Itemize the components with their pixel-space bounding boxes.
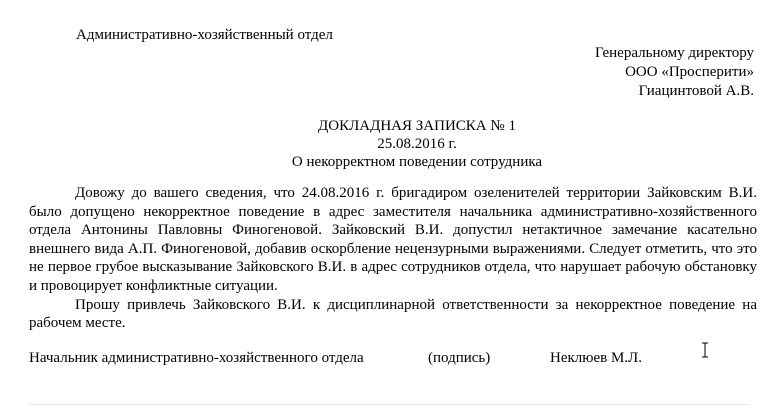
addressee-name: Гиацинтовой А.В. xyxy=(638,83,754,99)
document-date: 25.08.2016 г. xyxy=(377,136,457,152)
title-block xyxy=(0,117,779,171)
addressee-company: ООО «Просперити» xyxy=(625,64,754,80)
document-title: ДОКЛАДНАЯ ЗАПИСКА № 1 xyxy=(318,118,516,134)
department-name: Административно-хозяйственный отдел xyxy=(76,27,333,43)
text-cursor-icon xyxy=(701,342,709,358)
body-paragraph-2: Прошу привлечь Зайковского В.И. к дисциплинарной ответственности за некорректное поведение на рабочем месте. xyxy=(29,296,757,332)
signature-position: Начальник административно-хозяйственного отдела xyxy=(29,350,364,366)
document-body[interactable] xyxy=(29,184,757,333)
signature-mark: (подпись) xyxy=(428,350,491,366)
body-paragraph-1: Довожу до вашего сведения, что 24.08.2016 г. бригадиром озеленителей территории Зайковским В.И. было допущено некорректное поведение в адрес заместителя начальника административно-хозяйственного отдела Антонины Павловны Финогеновой. Зайковский В.И. допустил нетактичное замечание касательно внешнего вида А.П. Финогеновой, добавив оскорбление нецензурными выражениями. Следует отметить, что это не первое грубое высказывание Зайковского В.И. в адрес сотрудников отдела, что нарушает рабочую обстановку и провоцирует конфликтные ситуации. xyxy=(29,185,757,294)
page-divider xyxy=(29,404,750,405)
addressee-block xyxy=(595,44,754,101)
addressee-position: Генеральному директору xyxy=(594,45,754,61)
signature-name: Неклюев М.Л. xyxy=(550,350,642,366)
document-subject: О некорректном поведении сотрудника xyxy=(291,154,543,170)
